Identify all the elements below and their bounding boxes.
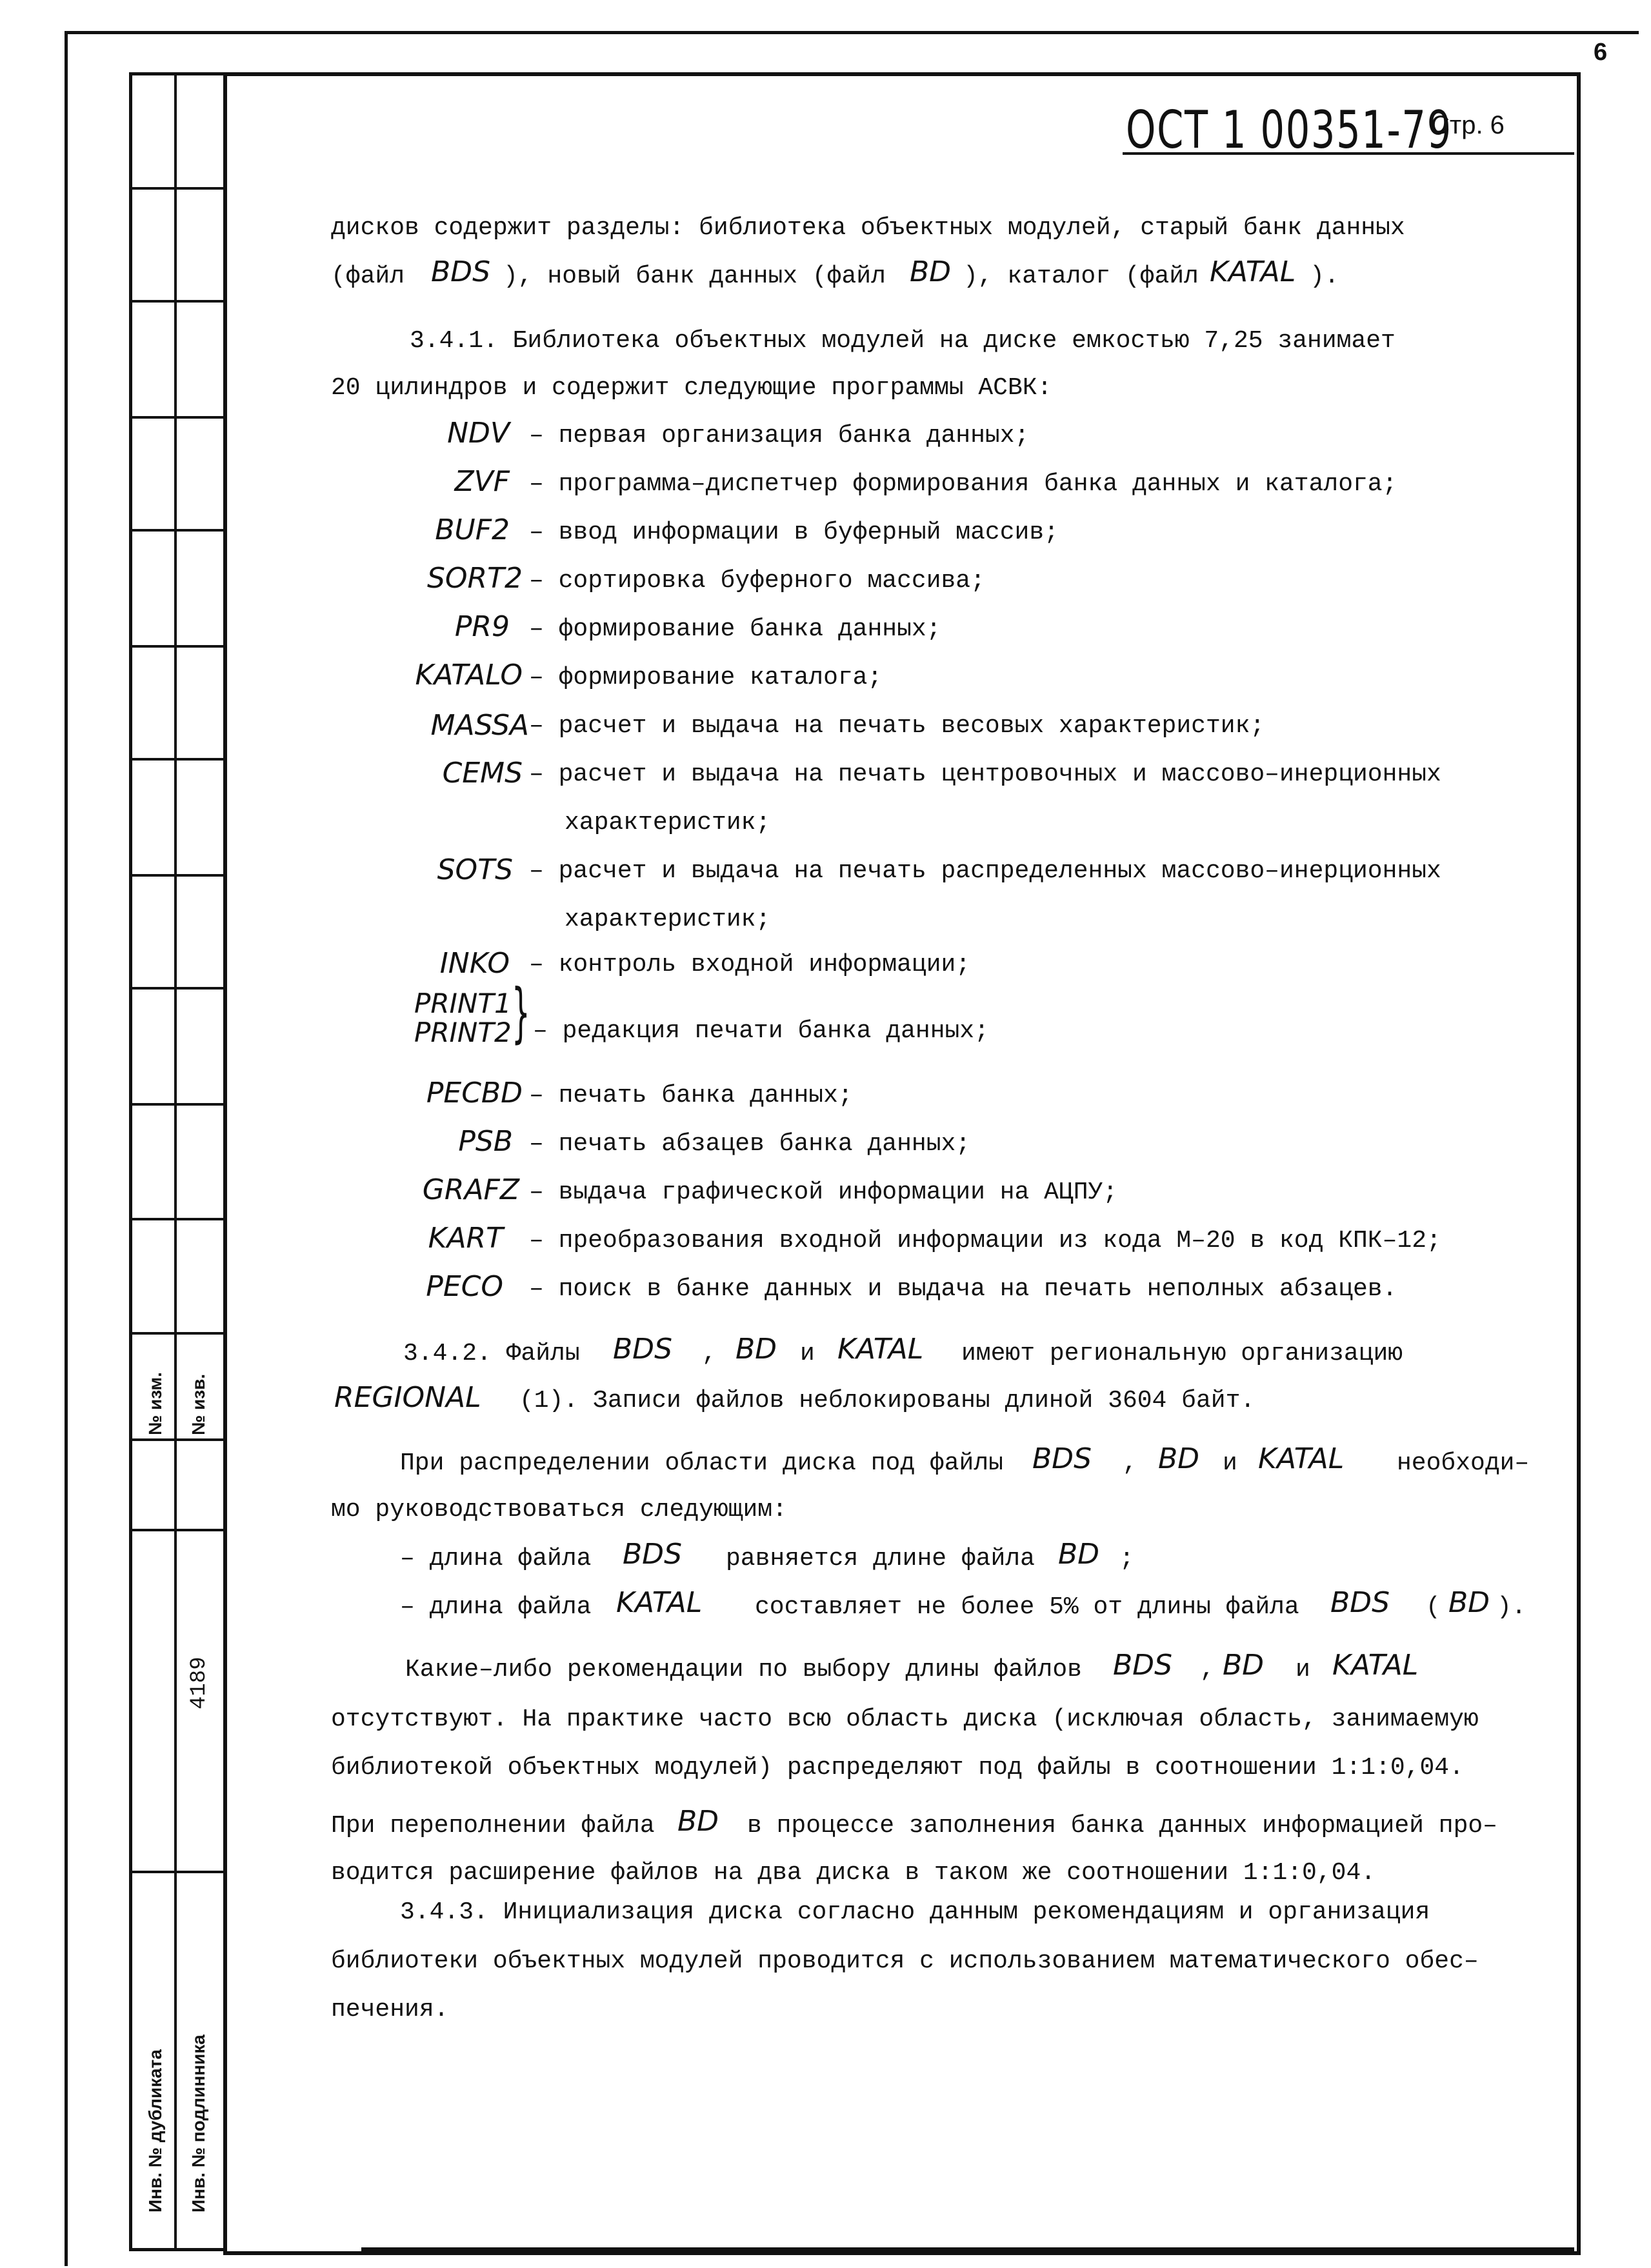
margin-cell-line <box>129 1438 223 1441</box>
program-code: PRINT2 <box>414 1017 512 1048</box>
code-term: KATAL <box>1332 1649 1419 1682</box>
program-code: SOTS <box>437 853 513 886</box>
program-desc: – формирование каталога; <box>529 664 883 691</box>
text-line: 20 цилиндров и содержит следующие программы АСВК: <box>331 374 1052 402</box>
margin-cell-line <box>129 187 223 190</box>
text-segment: и <box>1223 1449 1237 1477</box>
code-term: BDS <box>613 1333 672 1366</box>
program-desc: – сортировка буферного массива; <box>529 567 985 595</box>
program-code: BUF2 <box>435 513 510 546</box>
program-code: PR9 <box>454 610 510 643</box>
program-code: NDV <box>447 417 510 450</box>
section-3-4-2: 3.4.2. Файлы <box>403 1340 580 1368</box>
code-term: BDS <box>1032 1442 1092 1475</box>
margin-inv-number: 4189 <box>187 1656 212 1709</box>
program-code: PECBD <box>426 1077 523 1109</box>
text-segment: ; <box>1119 1545 1134 1573</box>
margin-label-dubl: Инв. № дубликата <box>145 2049 165 2213</box>
program-desc: – формирование банка данных; <box>529 615 941 643</box>
text-segment: и <box>1296 1656 1310 1684</box>
program-code: PSB <box>458 1125 513 1158</box>
code-term: BD <box>1448 1586 1490 1619</box>
text-line: библиотекой объектных модулей) распределяют под файлы в соотношении 1:1:0,04. <box>331 1754 1464 1782</box>
text-segment: ). <box>1310 263 1339 290</box>
program-desc: – расчет и выдача на печать весовых характеристик; <box>529 712 1265 740</box>
margin-label-izv: № изв. <box>188 1373 208 1435</box>
program-desc: – выдача графической информации на АЦПУ; <box>529 1179 1118 1206</box>
text-segment: , <box>702 1340 717 1368</box>
program-desc: – печать абзацев банка данных; <box>529 1130 971 1158</box>
page-label: Стр. 6 <box>1431 111 1505 139</box>
code-term: BD <box>910 255 952 288</box>
header-underline <box>1123 152 1574 155</box>
margin-strip-divider <box>174 72 177 2251</box>
text-segment: – длина файла <box>400 1545 592 1573</box>
code-term: BD <box>677 1805 719 1838</box>
program-desc: – программа–диспетчер формирования банка данных и каталога; <box>529 470 1397 498</box>
program-code: PRINT1 <box>414 988 512 1019</box>
text-segment: , <box>1200 1656 1215 1684</box>
program-desc: – первая организация банка данных; <box>529 422 1030 450</box>
text-segment: имеют региональную организацию <box>961 1340 1403 1368</box>
text-line: дисков содержит разделы: библиотека объектных модулей, старый банк данных <box>331 214 1405 242</box>
code-term: REGIONAL <box>334 1381 481 1414</box>
program-desc: – редакция печати банка данных; <box>533 1017 989 1045</box>
code-term: BD <box>1158 1442 1200 1475</box>
text-segment: Какие–либо рекомендации по выбору длины файлов <box>405 1656 1082 1684</box>
code-term: BDS <box>431 255 490 288</box>
text-segment: и <box>800 1340 815 1368</box>
program-desc: – поиск в банке данных и выдача на печать неполных абзацев. <box>529 1275 1397 1303</box>
brace: } <box>512 975 530 1050</box>
program-code: PECO <box>426 1270 503 1303</box>
code-term: BDS <box>1330 1586 1390 1619</box>
program-desc: – ввод информации в буферный массив; <box>529 519 1059 546</box>
text-segment: необходи– <box>1397 1449 1530 1477</box>
text-line: водится расширение файлов на два диска в таком же соотношении 1:1:0,04. <box>331 1859 1376 1887</box>
text-segment: в процессе заполнения банка данных информацией про– <box>747 1812 1497 1840</box>
text-line: библиотеки объектных модулей проводится с использованием математического обес– <box>331 1947 1479 1975</box>
margin-cell-line <box>129 987 223 990</box>
page-number: 6 <box>1594 39 1608 66</box>
program-desc-cont: характеристик; <box>565 906 771 933</box>
margin-cell-line <box>129 1871 223 1873</box>
program-code: INKO <box>439 947 510 980</box>
text-line: мо руководствоваться следующим: <box>331 1496 787 1524</box>
program-desc: – контроль входной информации; <box>529 951 971 979</box>
margin-cell-line <box>129 645 223 648</box>
program-code: KATALO <box>415 659 523 691</box>
text-segment: ). <box>1497 1593 1526 1621</box>
program-code: GRAFZ <box>422 1173 519 1206</box>
text-segment: – длина файла <box>400 1593 592 1621</box>
margin-cell-line <box>129 758 223 761</box>
margin-cell-line <box>129 1529 223 1531</box>
program-code: CEMS <box>442 757 523 790</box>
margin-cell-line <box>129 1218 223 1220</box>
bottom-rule <box>361 2247 1574 2251</box>
program-code: KART <box>428 1222 503 1255</box>
program-code: ZVF <box>454 465 510 498</box>
text-line: печения. <box>331 1996 449 2024</box>
code-term: BD <box>735 1333 777 1366</box>
text-segment: , <box>1123 1449 1137 1477</box>
code-term: BD <box>1223 1649 1265 1682</box>
program-desc-cont: характеристик; <box>565 809 771 837</box>
program-code: SORT2 <box>426 562 523 595</box>
code-term: KATAL <box>1210 255 1296 288</box>
text-segment: (файл <box>331 263 405 290</box>
text-line: отсутствуют. На практике часто всю область диска (исключая область, занимаемую <box>331 1706 1479 1733</box>
program-desc: – преобразования входной информации из кода М–20 в код КПК–12; <box>529 1227 1441 1255</box>
code-term: KATAL <box>616 1586 703 1619</box>
text-segment: ( <box>1426 1593 1441 1621</box>
text-segment: При переполнении файла <box>331 1812 655 1840</box>
text-segment: ), новый банк данных (файл <box>503 263 886 290</box>
text-segment: ), каталог (файл <box>963 263 1199 290</box>
margin-cell-line <box>129 1332 223 1335</box>
margin-cell-line <box>129 416 223 419</box>
program-desc: – расчет и выдача на печать центровочных и массово–инерционных <box>529 761 1441 788</box>
code-term: KATAL <box>837 1333 924 1366</box>
program-desc: – расчет и выдача на печать распределенных массово–инерционных <box>529 857 1441 885</box>
section-3-4-3: 3.4.3. Инициализация диска согласно данным рекомендациям и организация <box>400 1898 1430 1926</box>
margin-cell-line <box>129 300 223 303</box>
program-code: MASSA <box>430 709 529 742</box>
margin-label-izm: № изм. <box>145 1372 165 1435</box>
code-term: BDS <box>1113 1649 1172 1682</box>
margin-label-podl: Инв. № подлинника <box>188 2034 208 2213</box>
margin-cell-line <box>129 529 223 532</box>
margin-cell-line <box>129 1103 223 1106</box>
text-segment: составляет не более 5% от длины файла <box>755 1593 1299 1621</box>
code-term: BD <box>1058 1538 1100 1571</box>
section-3-4-1: 3.4.1. Библиотека объектных модулей на диске емкостью 7,25 занимает <box>410 327 1396 355</box>
program-desc: – печать банка данных; <box>529 1082 853 1109</box>
code-term: KATAL <box>1258 1442 1345 1475</box>
code-term: BDS <box>623 1538 682 1571</box>
standard-code: ОСТ 1 00351-79 <box>1126 100 1452 160</box>
margin-cell-line <box>129 874 223 877</box>
text-segment: При распределении области диска под файлы <box>400 1449 1003 1477</box>
text-segment: (1). Записи файлов неблокированы длиной 3604 байт. <box>519 1387 1256 1415</box>
text-segment: равняется длине файла <box>726 1545 1035 1573</box>
